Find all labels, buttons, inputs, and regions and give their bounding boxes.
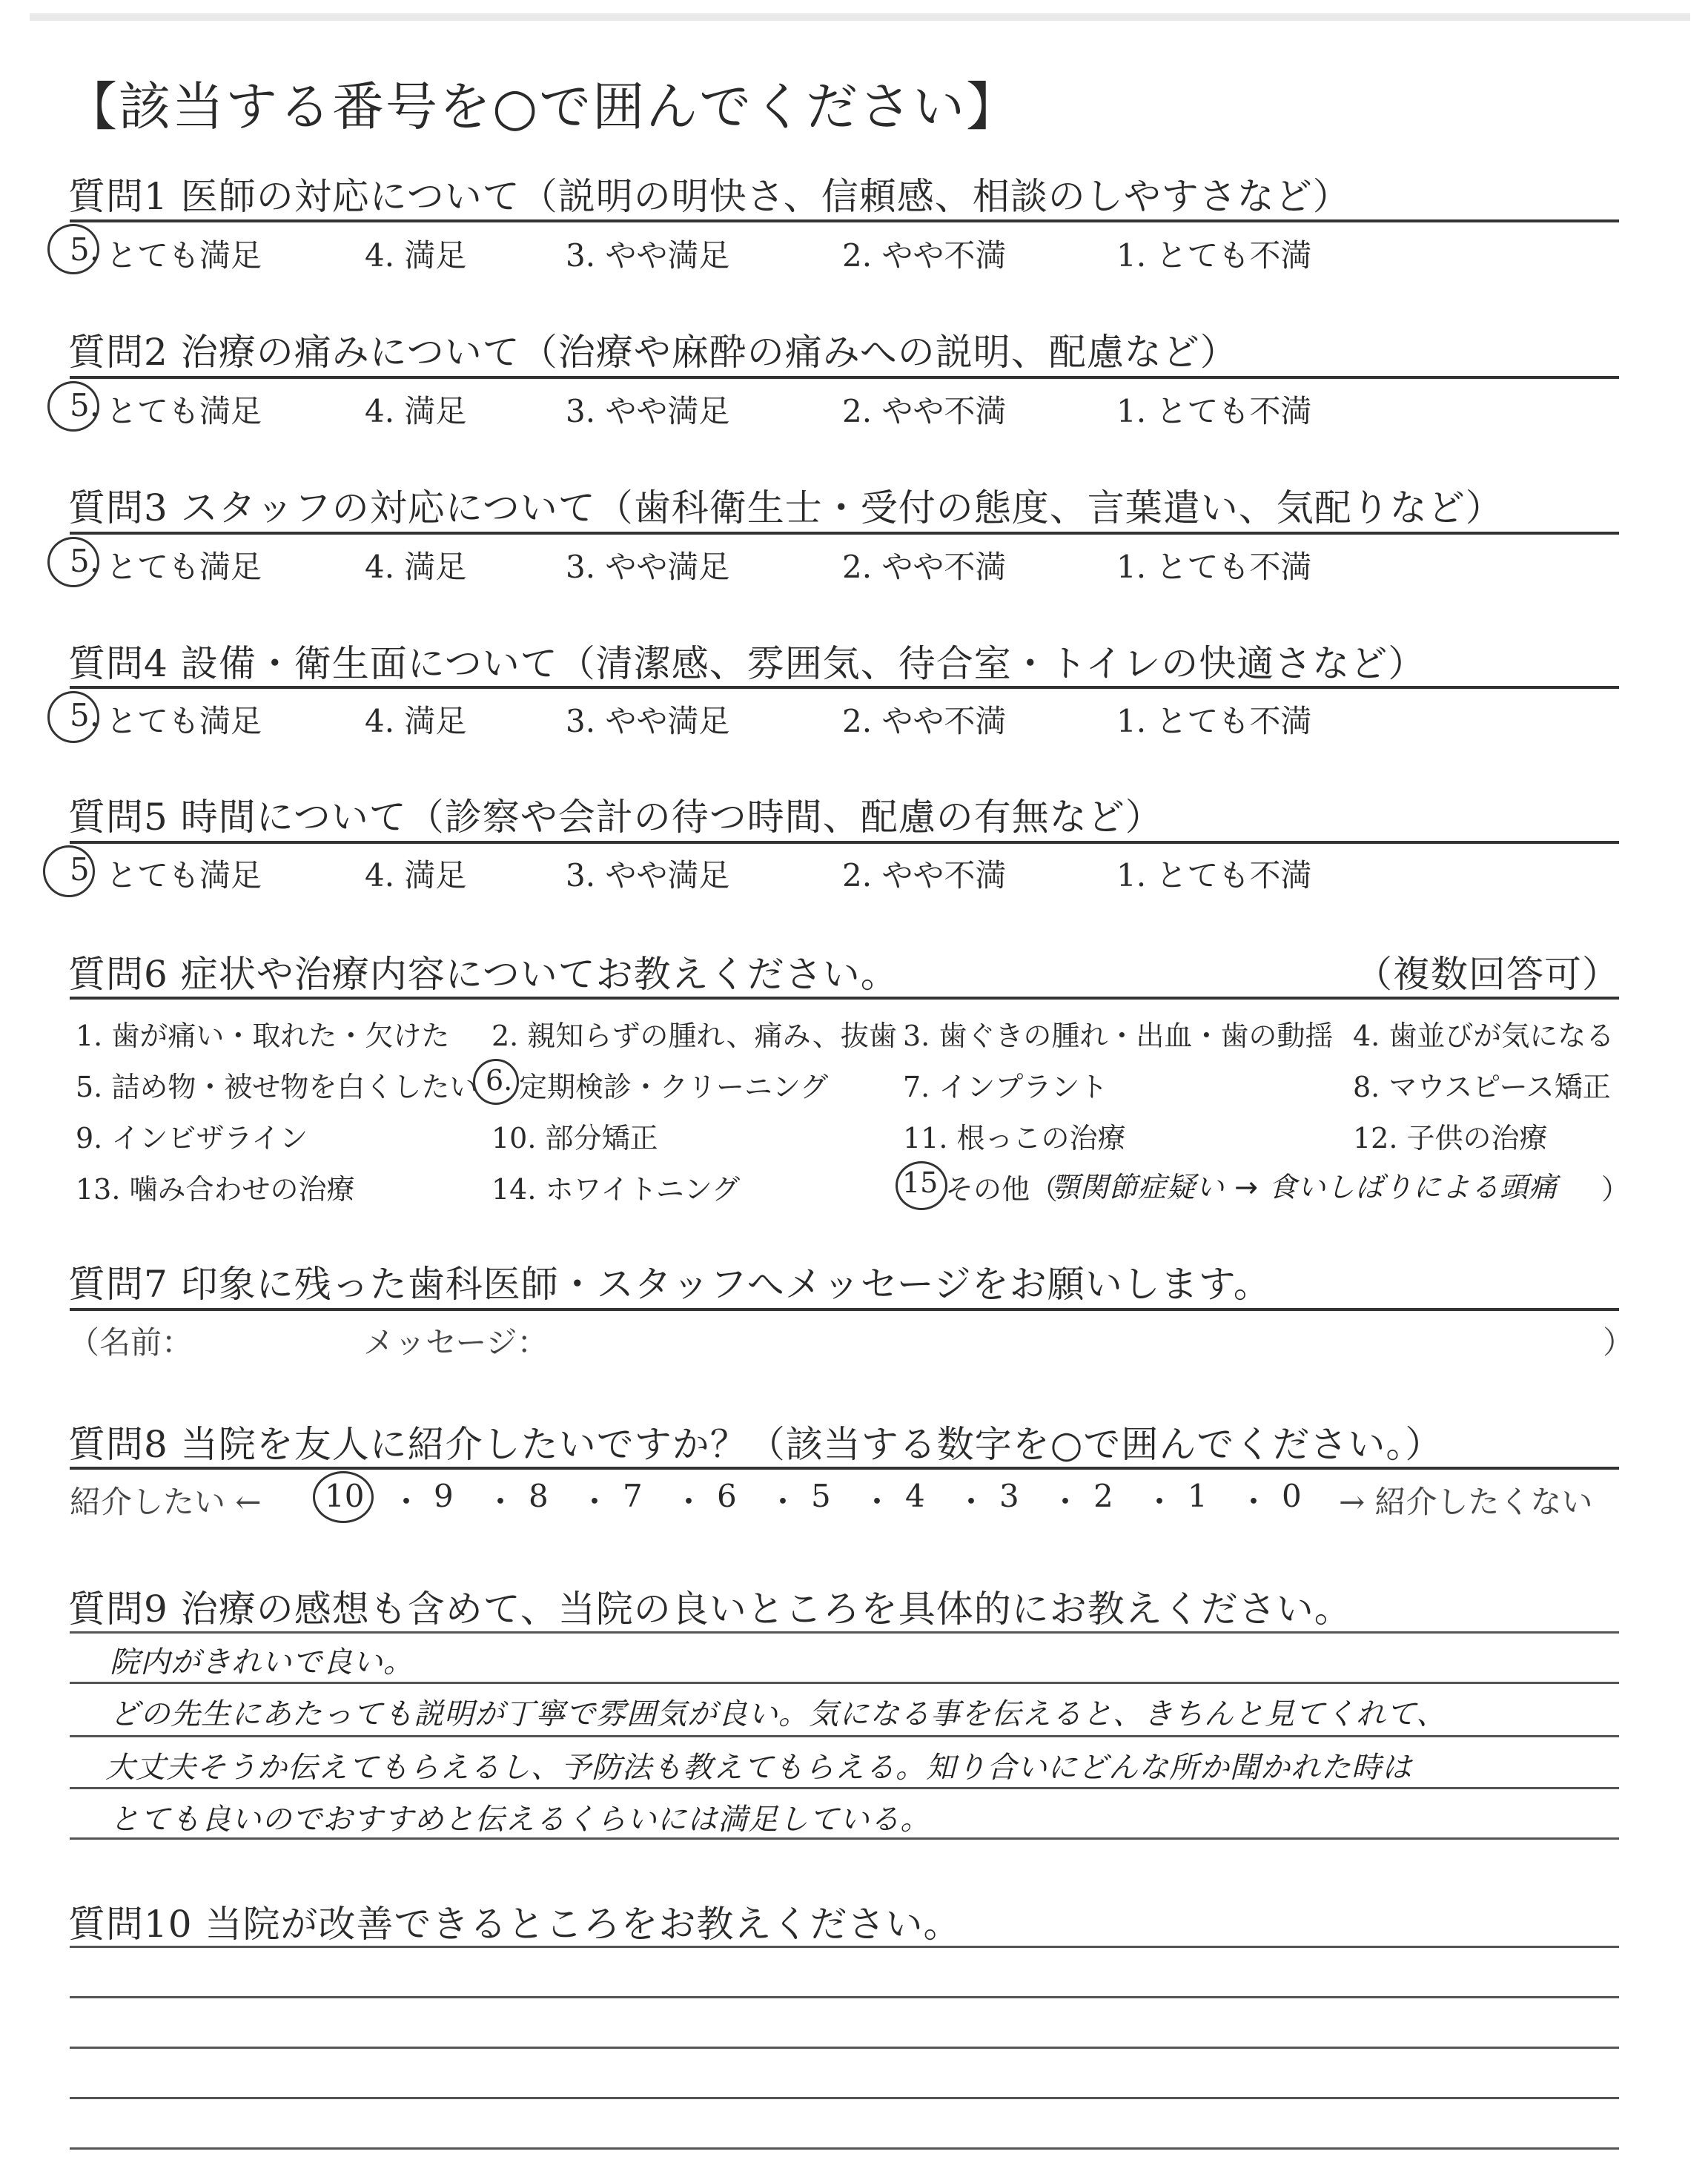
q6-other-close: ）: [1601, 1173, 1630, 1206]
q9-answer-line-3: 大丈夫そうか伝えてもらえるし、予防法も教えてもらえる。知り合いにどんな所か聞かれた時は: [105, 1751, 1412, 1785]
page-title: 【該当する番号を○で囲んでください】: [65, 76, 1020, 137]
q8-separator: ・: [956, 1484, 987, 1520]
q8-scale-2: 2: [1093, 1478, 1113, 1514]
q9-answer-line-4: とても良いのでおすすめと伝えるくらいには満足している。: [110, 1803, 931, 1837]
q6-option-14: 14. ホワイトニング: [491, 1173, 741, 1206]
q9-line: [70, 1787, 1619, 1789]
q6-option-11: 11. 根っこの治療: [903, 1122, 1126, 1155]
q8-separator: ・: [1144, 1484, 1176, 1520]
q10-line: [70, 1996, 1619, 1998]
q8-scale-3: 3: [999, 1478, 1019, 1514]
q9-line: [70, 1837, 1619, 1840]
question-8-rule: [70, 1467, 1619, 1470]
q3-option-4: 4. 満足: [365, 549, 467, 585]
q3-option-5: とても満足: [106, 549, 262, 585]
q8-scale-10: 10: [325, 1478, 365, 1514]
q10-line: [70, 2097, 1619, 2099]
q6-option-2: 2. 親知らずの腫れ、痛み、抜歯: [491, 1020, 897, 1052]
q6-option-10: 10. 部分矯正: [491, 1122, 658, 1155]
q6-option-15: その他（: [945, 1173, 1059, 1206]
q10-line: [70, 2147, 1619, 2150]
q8-separator: ・: [391, 1484, 423, 1520]
question-7-rule: [70, 1308, 1619, 1311]
question-5-label: 質問5 時間について（診察や会計の待つ時間、配慮の有無など）: [68, 796, 1163, 839]
question-6-rule: [70, 997, 1619, 1000]
question-6-label: 質問6 症状や治療内容についてお教えください。: [68, 953, 898, 996]
q6-option-6: 定期検診・クリーニング: [519, 1071, 829, 1103]
q6-option-1: 1. 歯が痛い・取れた・欠けた: [76, 1020, 450, 1052]
q8-separator: ・: [767, 1484, 799, 1520]
q6-option-6-number: 6.: [486, 1064, 513, 1097]
question-10-label: 質問10 当院が改善できるところをお教えください。: [68, 1903, 961, 1946]
q6-option-4: 4. 歯並びが気になる: [1353, 1020, 1615, 1052]
q9-line: [70, 1735, 1619, 1737]
q1-selected-number: 5.: [70, 231, 100, 268]
question-1-label: 質問1 医師の対応について（説明の明快さ、信頼感、相談のしやすさなど）: [68, 175, 1351, 218]
q1-option-3: 3. やや満足: [566, 237, 730, 274]
q9-answer-line-2: どの先生にあたっても説明が丁寧で雰囲気が良い。気になる事を伝えると、きちんと見てくれて、: [110, 1697, 1447, 1731]
q1-option-2: 2. やや不満: [842, 237, 1007, 274]
q8-separator: ・: [485, 1484, 517, 1520]
q8-scale-8: 8: [529, 1478, 549, 1514]
q2-selected-number: 5.: [70, 387, 100, 423]
question-4-rule: [70, 686, 1619, 689]
question-7-label: 質問7 印象に残った歯科医師・スタッフへメッセージをお願いします。: [68, 1263, 1271, 1306]
q6-option-15-number: 15: [902, 1166, 939, 1199]
q8-left-label: 紹介したい ←: [70, 1484, 262, 1520]
q8-right-label: → 紹介したくない: [1339, 1484, 1593, 1520]
q9-answer-line-1: 院内がきれいで良い。: [110, 1645, 414, 1680]
q3-option-1: 1. とても不満: [1116, 549, 1312, 585]
q4-option-3: 3. やや満足: [566, 703, 730, 739]
question-2-label: 質問2 治療の痛みについて（治療や麻酔の痛みへの説明、配慮など）: [68, 331, 1238, 374]
q5-option-1: 1. とても不満: [1116, 857, 1312, 894]
q4-selected-number: 5.: [70, 697, 100, 733]
q6-option-3: 3. 歯ぐきの腫れ・出血・歯の動揺: [903, 1020, 1334, 1052]
q6-option-9: 9. インビザライン: [76, 1122, 308, 1155]
q4-option-4: 4. 満足: [365, 703, 467, 739]
q9-line: [70, 1631, 1619, 1634]
question-2-rule: [70, 376, 1619, 379]
q2-option-2: 2. やや不満: [842, 393, 1007, 429]
q3-option-3: 3. やや満足: [566, 549, 730, 585]
q6-option-12: 12. 子供の治療: [1353, 1122, 1548, 1155]
question-3-rule: [70, 532, 1619, 535]
q8-scale-0: 0: [1282, 1478, 1302, 1514]
q8-separator: ・: [579, 1484, 611, 1520]
q10-line: [70, 1946, 1619, 1948]
q5-option-3: 3. やや満足: [566, 857, 730, 894]
q5-option-5: とても満足: [106, 857, 262, 894]
q5-option-4: 4. 満足: [365, 857, 467, 894]
question-1-rule: [70, 219, 1619, 222]
question-5-rule: [70, 841, 1619, 844]
q8-scale-4: 4: [905, 1478, 925, 1514]
q1-option-5: とても満足: [106, 237, 262, 274]
q5-option-2: 2. やや不満: [842, 857, 1007, 894]
q8-separator: ・: [1050, 1484, 1082, 1520]
q8-scale-6: 6: [717, 1478, 737, 1514]
q8-scale-5: 5: [811, 1478, 831, 1514]
q8-scale-9: 9: [434, 1478, 454, 1514]
question-9-label: 質問9 治療の感想も含めて、当院の良いところを具体的にお教えください。: [68, 1588, 1352, 1631]
q4-option-5: とても満足: [106, 703, 262, 739]
q8-scale-1: 1: [1188, 1478, 1208, 1514]
q2-option-1: 1. とても不満: [1116, 393, 1312, 429]
q10-line: [70, 2047, 1619, 2049]
q6-other-handwritten: 顎関節症疑い → 食いしばりによる頭痛: [1051, 1171, 1558, 1203]
question-3-label: 質問3 スタッフの対応について（歯科衛生士・受付の態度、言葉遣い、気配りなど）: [68, 486, 1503, 529]
q4-option-1: 1. とても不満: [1116, 703, 1312, 739]
q9-line: [70, 1682, 1619, 1684]
q8-scale-7: 7: [623, 1478, 643, 1514]
question-4-label: 質問4 設備・衛生面について（清潔感、雰囲気、待合室・トイレの快適さなど）: [68, 642, 1426, 685]
q1-option-4: 4. 満足: [365, 237, 467, 274]
question-8-label: 質問8 当院を友人に紹介したいですか？（該当する数字を○で囲んでください。）: [68, 1423, 1443, 1466]
q7-close: ）: [1603, 1324, 1635, 1361]
q8-separator: ・: [861, 1484, 893, 1520]
q7-message-label: メッセージ：: [363, 1324, 549, 1361]
q6-option-7: 7. インプラント: [903, 1071, 1108, 1103]
scan-edge: [30, 13, 1690, 21]
q3-option-2: 2. やや不満: [842, 549, 1007, 585]
q8-separator: ・: [1238, 1484, 1270, 1520]
q4-option-2: 2. やや不満: [842, 703, 1007, 739]
q6-option-5: 5. 詰め物・被せ物を白くしたい: [76, 1071, 478, 1103]
q2-option-5: とても満足: [106, 393, 262, 429]
q6-option-8: 8. マウスピース矯正: [1353, 1071, 1611, 1103]
q6-option-13: 13. 噛み合わせの治療: [76, 1173, 355, 1206]
q3-selected-number: 5.: [70, 543, 100, 579]
q2-option-4: 4. 満足: [365, 393, 467, 429]
question-6-note: （複数回答可）: [1355, 953, 1620, 996]
q7-name-label: （名前：: [68, 1324, 193, 1361]
q8-separator: ・: [673, 1484, 705, 1520]
q5-selected-number: 5: [70, 851, 90, 888]
q2-option-3: 3. やや満足: [566, 393, 730, 429]
q1-option-1: 1. とても不満: [1116, 237, 1312, 274]
